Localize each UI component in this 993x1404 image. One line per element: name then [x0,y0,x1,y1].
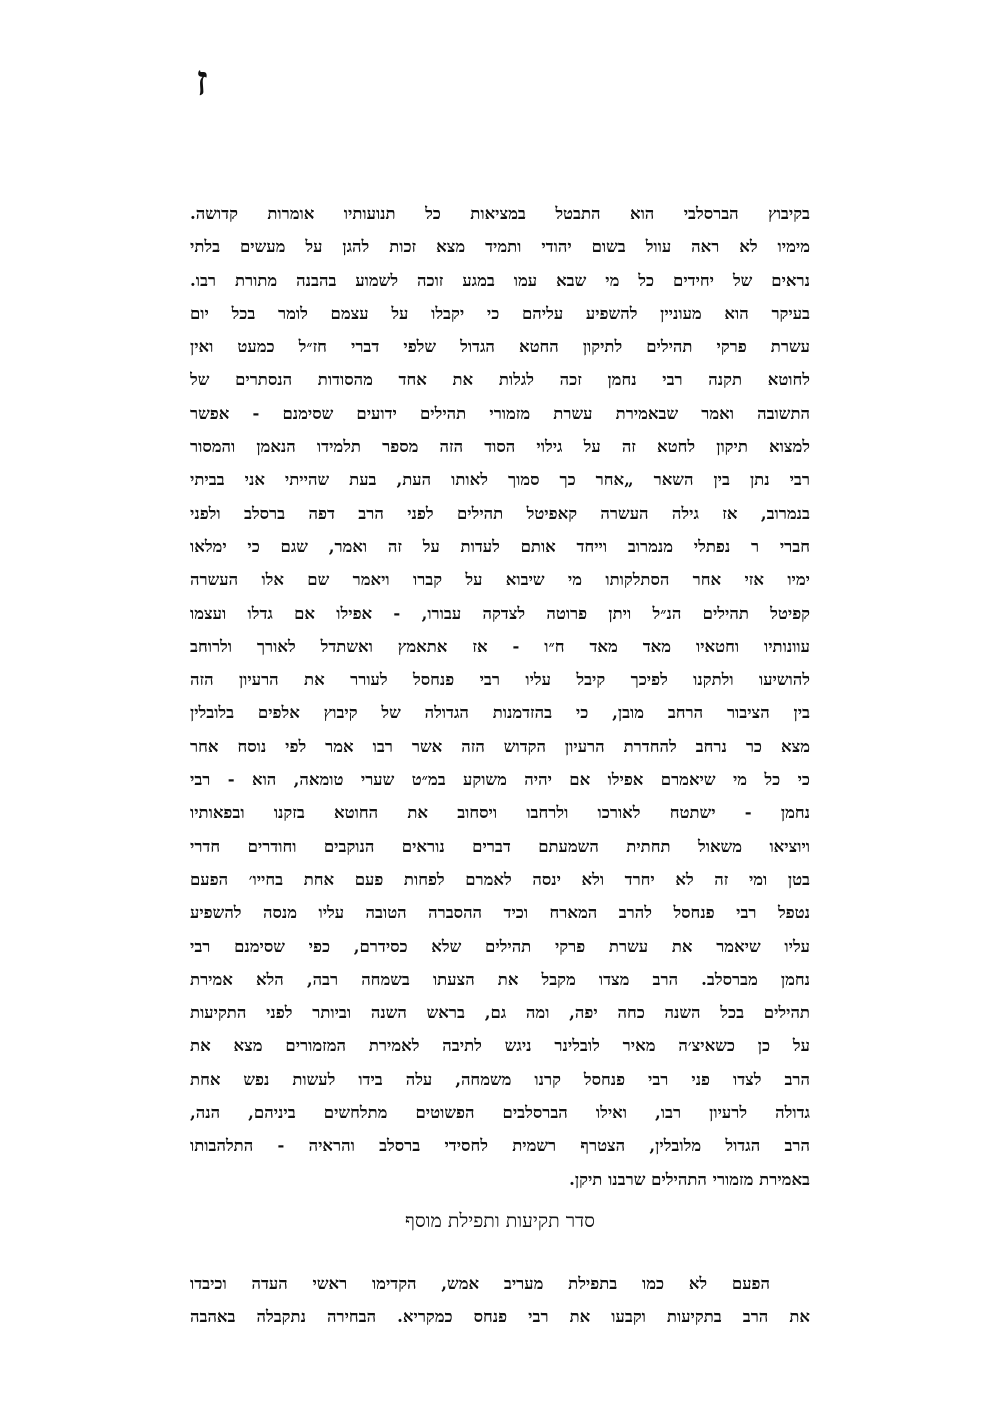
text-line: בעיקר הוא מעוניין להשפיע עליהם כי יקבלו על עצמם לומר בכל יום [190,303,810,323]
text-line: בטן ומי זה לא יחרד ולא ינסה לאמרם לפחות פעם אחת בחייו׳ הפעם [190,869,810,889]
main-paragraph [190,197,810,1196]
text-line: מצא כר נרחב להחדרת הרעיון הקדוש הזה אשר רבו אמר לפי נוסח אחר [190,736,810,756]
text-line: נטפל רבי פנחסל להרב המארח וכיד ההסברה הטובה עליו מנסה להשפיע [190,903,810,923]
text-line: עליו שיאמר את עשרת פרקי תהילים שלא כסידרם, כפי שסימנם רבי [190,936,810,956]
text-line: נראים של יחידים כל מי שבא עמו במגע זוכה לשמוע בהבנה מתורת רבו. [190,270,810,290]
second-paragraph [190,1267,810,1334]
text-line: הפעם לא כמו בתפילת מעריב אמש, הקדימו ראשי העדה וכיבדו [190,1274,770,1293]
text-line: נחמן מברסלב. הרב מצדו מקבל את הצעתו בשמחה רבה, הלא אמירת [190,969,810,989]
text-line: בנמרוב, אז גילה העשרה קאפיטל תהילים לפני הרב דפה ברסלב ולפני [190,503,810,523]
text-line: קפיטל תהילים הנ״ל ויתן פרוטה לצדקה עבורו, - אפילו אם גדלו ועצמו [190,603,810,623]
text-line: על כן כשאיצ׳ה מאיר לובלינר ניגש לתיבה לאמירת המזמורים מצא את [190,1036,810,1056]
text-line: למצוא תיקון לחטא זה על גילוי הסוד הזה מספר תלמידו הנאמן והמסור [190,437,810,457]
text-line: עשרת פרקי תהילים לתיקון החטא הגדול שלפי דברי חז״ל כמעט ואין [190,337,810,357]
text-line: כי כל מי שיאמרם אפילו אם יהיה משוקע במ״ט שערי טומאה, הוא - רבי [190,770,810,790]
text-line: לחוטא תקנה רבי נחמן זכה לגלות את אחד מהסודות הנסתרים של [190,370,810,390]
text-line: התשובה ואמר שבאמירת עשרת מזמורי תהילים ידועים שסימנם - אפשר [190,403,810,423]
text-line: מימיו לא ראה עוול בשום יהודי ותמיד מצא זכות להגן על מעשים בלתי [190,237,810,257]
text-line: באמירת מזמורי התהילים שרבנו תיקן. [569,1169,810,1189]
text-line: בין הציבור הרחב מובן, כי בהזדמנות הגדולה של קיבוץ אלפים בלובלין [190,703,810,723]
section-heading: סדר תקיעות ותפילת מוסף [405,1210,595,1232]
text-line: תהילים בכל השנה כחה יפה, ומה גם, בראש השנה וביותר לפני התקיעות [190,1003,810,1023]
text-line: רבי נתן בין השאר „אחר כך סמוך לאותו העת, בעת שהייתי אני בביתי [190,470,810,490]
text-line: את הרב בתקיעות וקבעו את רבי פנחס כמקריא. הבחירה נתקבלה באהבה [190,1307,810,1327]
text-line: הרב הגדול מלובלין, הצטרף רשמית לחסידי ברסלב והראיה - התלהבותו [190,1136,810,1156]
text-line: להושיעו ולתקנו לפיכך קיבל עליו רבי פנחסל לעורר את הרעיון הזה [190,670,810,690]
text-line: עוונותיו וחטאיו מאד מאד ח״ו - אז אתאמץ ואשתדל לאורך ולרוחב [190,636,810,656]
text-line: ימיו אזי אחר הסתלקותו מי שיבוא על קברו ויאמר שם אלו העשרה [190,570,810,590]
text-line: בקיבוץ הברסלבי הוא התבטל במציאות כל תנועותיו אומרות קדושה. [190,204,810,223]
text-line: ויוציאו משאול תחתית השמעתם דברים נוראים הנוקבים וחודרים חדרי [190,836,810,856]
text-line: גדולה לרעיון רבו, ואילו הברסלבים הפשוטים מתלחשים ביניהם, הנה, [190,1103,810,1123]
text-line: חברי ר נפתלי מנמרוב וייחד אותם לעדות על זה ואמר, שגם כי ימלאו [190,536,810,556]
text-line: נחמן - ישתטח לאורכו ולרחבו ויסחוב את החוטא בזקנו ובפאותיו [190,803,810,823]
page-number-letter: ז [196,56,208,105]
text-line: הרב לצדו פני רבי פנחסל קרנו משמחה, עלה בידו לעשות נפש אחת [190,1069,810,1089]
